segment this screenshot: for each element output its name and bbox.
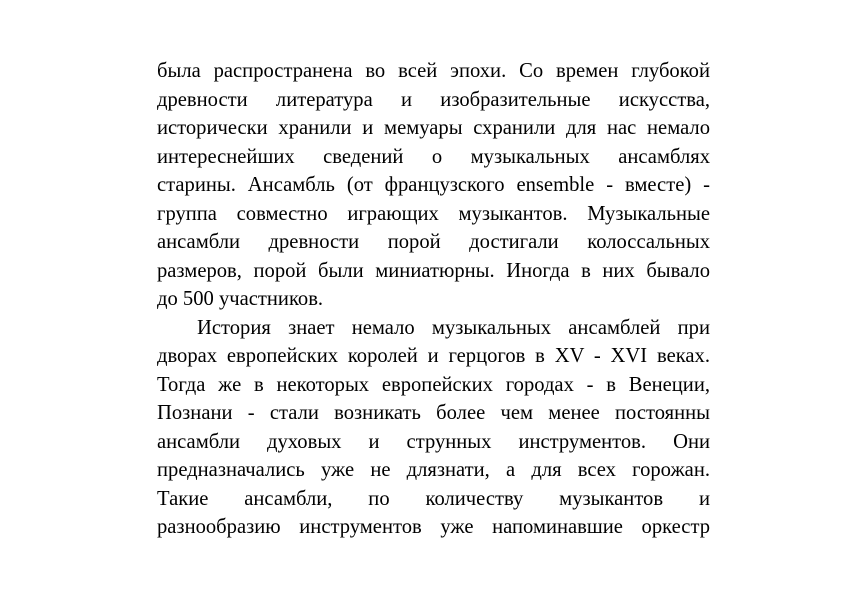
text-line: была распространена во всей эпохи. Со времен глубокой [157,60,710,82]
text-line: размеров, порой были миниатюрны. Иногда в них бывало [157,259,710,282]
text-line: предназначались уже не длязнати, а для всех горожан. [157,459,710,481]
text-line: интереснейших сведений о музыкальных ансамблях [157,145,710,168]
paragraph-1 [157,57,710,314]
text-line: группа совместно играющих музыкантов. Музыкальные [157,202,710,225]
text-line: древности литература и изобразительные искусства, [157,88,710,111]
text-line: ансамбли духовых и струнных инструментов. Они [157,430,710,453]
text-line: История знает немало музыкальных ансамблей при [197,316,710,339]
text-line: до 500 участников. [157,288,324,310]
text-line: Такие ансамбли, по количеству музыкантов и [157,487,710,510]
text-line: дворах европейских королей и герцогов в XV - XVI веках. [157,345,710,367]
text-line: Познани - стали возникать более чем менее постоянны [157,402,710,424]
paragraph-2 [157,314,710,542]
text-line: Тогда же в некоторых европейских городах - в Венеции, [157,373,710,396]
text-line: исторически хранили и мемуары схранили для нас немало [157,117,710,139]
text-line: разнообразию инструментов уже напоминавшие оркестр [157,516,710,538]
text-line: ансамбли древности порой достигали колоссальных [157,231,710,253]
text-line: старины. Ансамбль (от французского ensemble - вместе) - [157,174,710,196]
body-text [157,57,710,542]
